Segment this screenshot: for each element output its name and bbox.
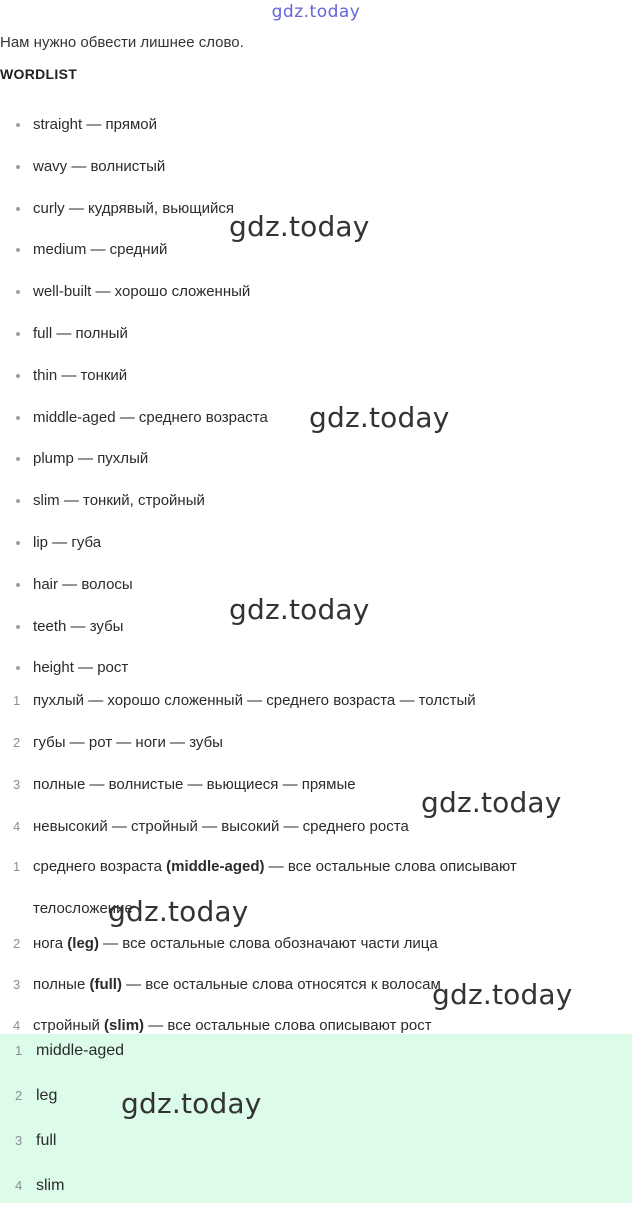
explanation-term: (slim) <box>104 1017 145 1034</box>
item-number: 4 <box>13 1018 21 1033</box>
item-number: 3 <box>15 1133 23 1148</box>
bullet-icon <box>16 499 20 503</box>
task-text: полные — волнистые — вьющиеся — прямые <box>33 776 356 793</box>
explanation-post: — все остальные слова описывают телосложение <box>33 858 517 917</box>
explanation-list <box>0 846 632 1053</box>
wordlist-item <box>0 313 632 355</box>
explanation-post: — все остальные слова относятся к волосам <box>121 976 441 993</box>
item-number: 4 <box>13 819 21 834</box>
wordlist-item-text: straight — прямой <box>33 116 157 133</box>
wordlist-item-text: well-built — хорошо сложенный <box>33 283 251 301</box>
item-number: 1 <box>15 1043 23 1058</box>
explanation-post: — все остальные слова описывают рост <box>144 1017 432 1034</box>
explanation-post: — все остальные слова обозначают части лица <box>98 935 438 952</box>
task-text: пухлый — хорошо сложенный — среднего возраста — толстый <box>33 692 476 709</box>
answer-text: middle-aged <box>36 1042 125 1059</box>
explanation-term: (middle-aged) <box>166 858 265 875</box>
item-number: 2 <box>13 735 21 750</box>
wordlist-heading: WORDLIST <box>0 66 78 82</box>
item-number: 2 <box>13 936 21 951</box>
task-item <box>0 806 632 848</box>
explanation-pre: стройный <box>33 1017 105 1034</box>
wordlist-item <box>0 480 632 522</box>
explanation-item <box>0 930 632 971</box>
bullet-icon <box>16 666 20 670</box>
answer-item <box>0 1073 632 1118</box>
wordlist-item-text: hair — волосы <box>33 575 133 593</box>
watermark: gdz.today <box>309 401 450 434</box>
wordlist-item-text: teeth — зубы <box>33 617 124 635</box>
wordlist-item <box>0 229 632 271</box>
answer-item <box>0 1028 632 1073</box>
task-text: невысокий — стройный — высокий — среднего роста <box>33 818 409 835</box>
watermark: gdz.today <box>421 786 562 819</box>
wordlist-item-text: plump — пухлый <box>33 450 149 468</box>
item-number: 4 <box>15 1178 23 1193</box>
wordlist <box>0 104 632 689</box>
wordlist-item <box>0 271 632 313</box>
item-number: 3 <box>13 977 21 992</box>
wordlist-item <box>0 606 632 648</box>
bullet-icon <box>16 583 20 587</box>
watermark-top: gdz.today <box>271 2 361 22</box>
explanation-pre: среднего возраста <box>33 858 167 875</box>
wordlist-item <box>0 564 632 606</box>
task-item <box>0 722 632 764</box>
item-number: 1 <box>13 693 21 708</box>
task-list <box>0 680 632 848</box>
answer-item <box>0 1163 632 1208</box>
wordlist-item-text: full — полный <box>33 324 128 342</box>
explanation-term: (full) <box>89 976 122 993</box>
wordlist-item <box>0 397 632 439</box>
explanation-item <box>0 846 593 930</box>
explanation-term: (leg) <box>67 935 99 952</box>
bullet-icon <box>16 416 20 420</box>
wordlist-item-text: height — рост <box>33 659 129 677</box>
bullet-icon <box>16 332 20 336</box>
task-text: губы — рот — ноги — зубы <box>33 734 223 751</box>
wordlist-item-text: thin — тонкий <box>33 366 128 384</box>
bullet-icon <box>16 374 20 378</box>
watermark: gdz.today <box>108 895 249 928</box>
item-number: 1 <box>13 859 21 874</box>
item-number: 3 <box>13 777 21 792</box>
explanation-pre: полные <box>33 976 90 993</box>
watermark: gdz.today <box>432 978 573 1011</box>
answer-text: leg <box>36 1087 58 1104</box>
wordlist-item <box>0 438 632 480</box>
explanation-pre: нога <box>33 935 68 952</box>
wordlist-item-text: middle-aged — среднего возраста <box>33 408 268 426</box>
answer-list <box>0 1028 632 1208</box>
item-number: 2 <box>15 1088 23 1103</box>
wordlist-item-text: curly — кудрявый, вьющийся <box>33 199 235 217</box>
answer-item <box>0 1118 632 1163</box>
wordlist-item <box>0 355 632 397</box>
answer-text: slim <box>36 1177 65 1194</box>
wordlist-item <box>0 188 632 230</box>
bullet-icon <box>16 165 20 169</box>
watermark: gdz.today <box>121 1087 262 1120</box>
bullet-icon <box>16 290 20 294</box>
explanation-item <box>0 971 632 1012</box>
watermark: gdz.today <box>229 593 370 626</box>
bullet-icon <box>16 625 20 629</box>
wordlist-item <box>0 522 632 564</box>
wordlist-item <box>0 104 632 146</box>
wordlist-item-text: slim — тонкий, стройный <box>33 492 205 510</box>
bullet-icon <box>16 248 20 252</box>
watermark: gdz.today <box>229 210 370 243</box>
bullet-icon <box>16 207 20 211</box>
wordlist-item-text: wavy — волнистый <box>33 157 166 175</box>
wordlist-item-text: medium — средний <box>33 241 168 259</box>
answer-text: full <box>36 1132 57 1149</box>
bullet-icon <box>16 541 20 545</box>
task-item <box>0 680 632 722</box>
wordlist-item-text: lip — губа <box>33 533 102 551</box>
wordlist-item <box>0 146 632 188</box>
task-item <box>0 764 632 806</box>
bullet-icon <box>16 123 20 127</box>
instruction-text: Нам нужно обвести лишнее слово. <box>0 34 244 51</box>
bullet-icon <box>16 457 20 461</box>
